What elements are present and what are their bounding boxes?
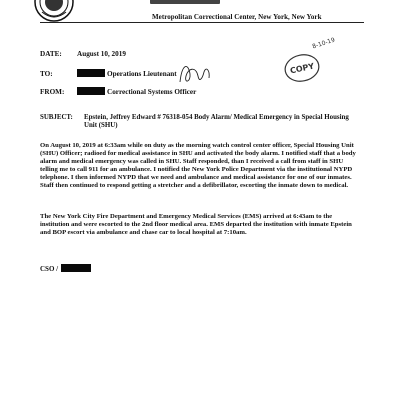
date-row	[40, 50, 126, 58]
handwritten-signature	[176, 58, 214, 88]
subject-label: SUBJECT:	[40, 114, 73, 121]
to-label: TO:	[40, 70, 53, 78]
redaction-block	[77, 69, 105, 77]
copy-stamp	[282, 52, 322, 84]
signature-line	[40, 264, 91, 273]
handwritten-date: 8-10-19	[311, 36, 336, 51]
header-divider	[40, 22, 364, 23]
redaction-block	[77, 87, 105, 95]
subject-value: Epstein, Jeffrey Edward # 76318-054 Body Alarm/ Medical Emergency in Special Housing Unit (SHU)	[84, 114, 349, 129]
subject-line	[40, 114, 360, 130]
agency-seal-icon	[34, 0, 74, 22]
department-header	[150, 0, 220, 4]
from-label: FROM:	[40, 88, 65, 96]
to-value: Operations Lieutenant	[107, 70, 177, 78]
from-row	[40, 87, 196, 96]
date-label: DATE:	[40, 50, 62, 58]
to-row	[40, 69, 177, 78]
cso-label: CSO /	[40, 265, 59, 273]
body-paragraph-2: The New York City Fire Department and Emergency Medical Services (EMS) arrived at 6:43am to the institution and were escorted to the 2nd floor medical area. EMS departed the institution with inmate Epstein and BOP escort via ambulance and chase car to local hospital at 7:10am.	[40, 213, 352, 237]
redaction-block	[61, 264, 91, 272]
body-paragraph-1: On August 10, 2019 at 6:33am while on duty as the morning watch control center officer, Special Housing Unit (SHU) Officer; radioed for medical assistance in SHU and activated the body alarm. I notified staff that a body alarm and medical emergency was called in SHU. Staff responded, than I received a call from staff in SHU telling me to call 911 for an ambulance. I notified the New York Police Department via the institutional NYPD telephone. I then informed NYPD that we need and ambulance and medical assistance for one of our inmates. Staff then continued to respond getting a stretcher and a defibrillator, escorting the inmate down to medical.	[40, 142, 356, 190]
institution-name: Metropolitan Correctional Center, New York, New York	[152, 13, 322, 21]
from-value: Correctional Systems Officer	[107, 88, 197, 96]
stamp-text: COPY	[289, 61, 315, 76]
date-value: August 10, 2019	[77, 50, 126, 58]
